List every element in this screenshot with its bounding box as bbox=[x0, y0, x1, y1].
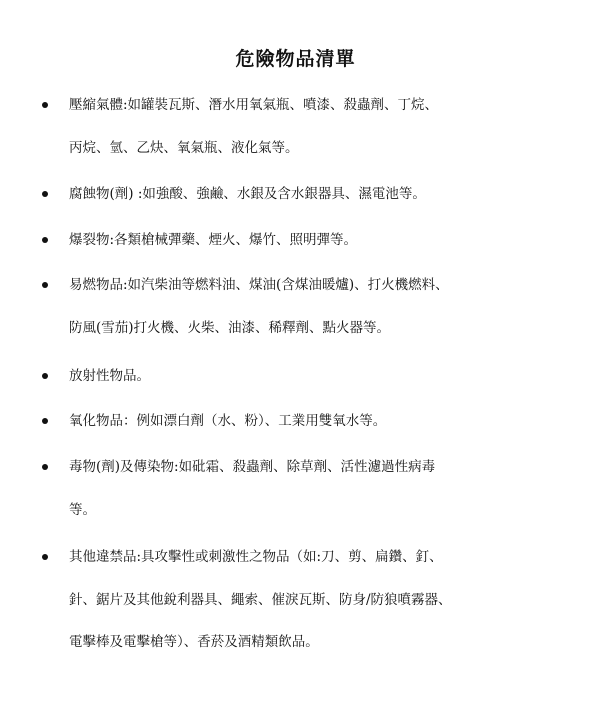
list-item-text: 壓縮氣體:如罐裝瓦斯、潛水用氧氣瓶、噴漆、殺蟲劑、丁烷、 bbox=[69, 97, 439, 113]
list-item-text: 其他違禁品:具攻擊性或刺激性之物品（如:刀、剪、扁鑽、釘、 bbox=[69, 549, 443, 565]
document-title: 危險物品清單 bbox=[235, 48, 356, 70]
list-item-text: 防風(雪茄)打火機、火柴、油漆、稀釋劑、點火器等。 bbox=[69, 320, 391, 336]
list-item-text: 針、鋸片及其他銳利器具、繩索、催淚瓦斯、防身/防狼噴霧器、 bbox=[69, 592, 452, 608]
list-item-text: 放射性物品。 bbox=[69, 368, 150, 384]
list-item-text: 等。 bbox=[69, 502, 96, 518]
list-item-text: 爆裂物:各類槍械彈藥、煙火、爆竹、照明彈等。 bbox=[69, 232, 358, 248]
list-item-text: 毒物(劑)及傳染物:如砒霜、殺蟲劑、除草劑、活性濾過性病毒 bbox=[69, 459, 436, 475]
bullet-icon bbox=[42, 554, 48, 560]
bullet-icon bbox=[42, 418, 48, 424]
bullet-icon bbox=[42, 282, 48, 288]
list-item-text: 易燃物品:如汽柴油等燃料油、煤油(含煤油暖爐)、打火機燃料、 bbox=[69, 277, 449, 293]
list-item-text: 電擊棒及電擊槍等）、香菸及酒精類飲品。 bbox=[69, 634, 319, 650]
list-item-text: 腐蝕物(劑) :如強酸、強鹼、水銀及含水銀器具、濕電池等。 bbox=[69, 186, 426, 202]
bullet-icon bbox=[42, 102, 48, 108]
bullet-icon bbox=[42, 191, 48, 197]
bullet-icon bbox=[42, 373, 48, 379]
bullet-icon bbox=[42, 464, 48, 470]
list-item-text: 丙烷、氫、乙炔、氧氣瓶、液化氣等。 bbox=[69, 140, 299, 156]
list-item-text: 氧化物品：例如漂白劑（水、粉）、工業用雙氧水等。 bbox=[69, 413, 387, 429]
bullet-icon bbox=[42, 237, 48, 243]
